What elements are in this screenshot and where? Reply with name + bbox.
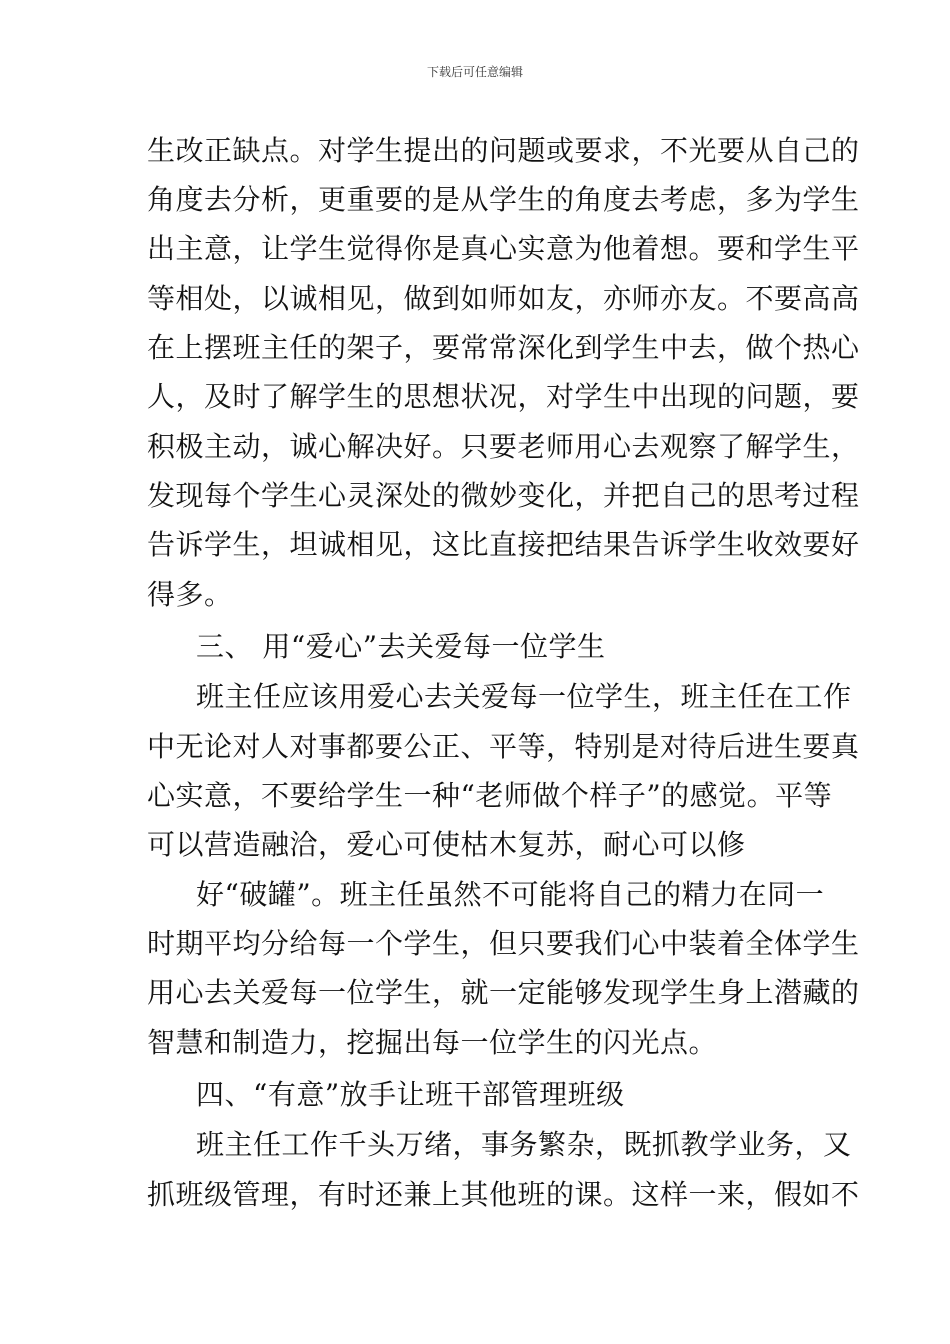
text-line: 发现每个学生心灵深处的微妙变化，并把自己的思考过程: [147, 479, 860, 512]
text-line: 人，及时了解学生的思想状况，对学生中出现的问题，要: [147, 380, 860, 413]
text-line: 时期平均分给每一个学生，但只要我们心中装着全体学生: [147, 927, 860, 960]
text-line: 告诉学生，坦诚相见，这比直接把结果告诉学生收效要好: [147, 528, 860, 561]
text-line: 得多。: [147, 578, 233, 611]
text-line: 班主任应该用爱心去关爱每一位学生，班主任在工作: [196, 680, 852, 713]
text-line: 可以营造融洽，爱心可使枯木复苏，耐心可以修: [147, 828, 746, 861]
text-line: 班主任工作千头万绪，事务繁杂，既抓教学业务，又: [196, 1128, 852, 1161]
text-line: 智慧和制造力，挖掘出每一位学生的闪光点。: [147, 1026, 718, 1059]
text-line: 生改正缺点。对学生提出的问题或要求，不光要从自己的: [147, 134, 860, 167]
section-heading: 四、“有意”放手让班干部管理班级: [196, 1078, 625, 1111]
text-line: 中无论对人对事都要公正、平等，特别是对待后进生要真: [147, 730, 860, 763]
text-line: 抓班级管理，有时还兼上其他班的课。这样一来，假如不: [147, 1178, 860, 1211]
text-line: 积极主动，诚心解决好。只要老师用心去观察了解学生，: [147, 430, 860, 463]
text-line: 角度去分析，更重要的是从学生的角度去考虑，多为学生: [147, 183, 860, 216]
section-heading: 三、 用“爱心”去关爱每一位学生: [196, 630, 606, 663]
text-line: 等相处，以诚相见，做到如师如友，亦师亦友。不要高高: [147, 282, 860, 315]
page-header: 下载后可任意编辑: [426, 65, 523, 79]
text-line: 用心去关爱每一位学生，就一定能够发现学生身上潜藏的: [147, 976, 860, 1009]
text-line: 在上摆班主任的架子，要常常深化到学生中去，做个热心: [147, 331, 860, 364]
text-line: 心实意，不要给学生一种“老师做个样子”的感觉。平等: [147, 779, 833, 812]
text-line: 好“破罐”。班主任虽然不可能将自己的精力在同一: [196, 878, 825, 911]
text-line: 出主意，让学生觉得你是真心实意为他着想。要和学生平: [147, 232, 860, 265]
